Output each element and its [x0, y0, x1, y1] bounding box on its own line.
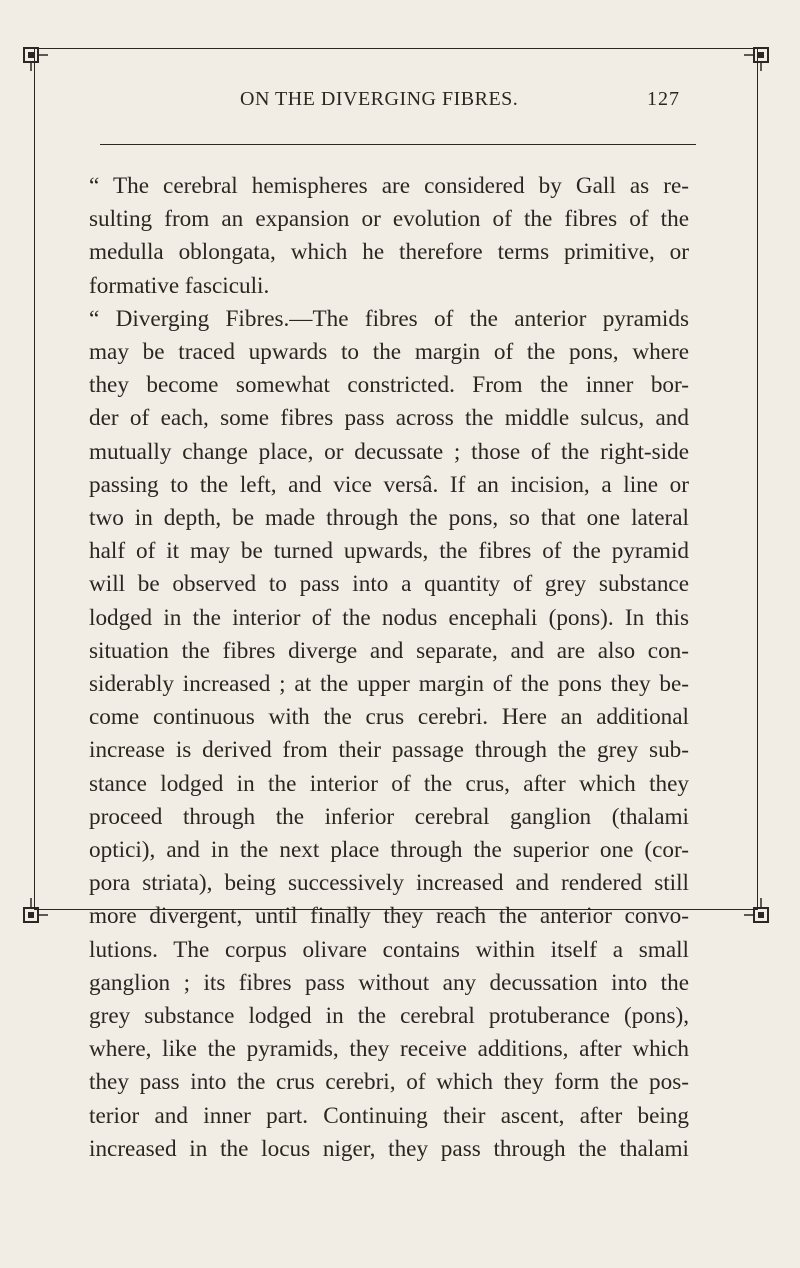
running-title: ON THE DIVERGING FIBRES.: [240, 88, 519, 110]
header-rule: [100, 144, 696, 145]
text-line: will be observed to pass into a quantity of grey substance: [89, 571, 689, 598]
text-line: medulla oblongata, which he therefore terms primitive, or: [89, 239, 689, 266]
corner-ornament-icon: [744, 44, 772, 72]
text-line: terior and inner part. Continuing their ascent, after being: [89, 1102, 689, 1129]
text-line: “ Diverging Fibres.—The fibres of the anterior pyramids: [89, 305, 689, 332]
text-line: where, like the pyramids, they receive additions, after which: [89, 1036, 689, 1063]
text-line: formative fasciculi.: [89, 272, 270, 299]
text-line: mutually change place, or decussate ; those of the right-side: [89, 438, 689, 465]
text-line: siderably increased ; at the upper margin of the pons they be-: [89, 671, 689, 698]
text-line: situation the fibres diverge and separate, and are also con-: [89, 637, 689, 664]
text-line: grey substance lodged in the cerebral protuberance (pons),: [89, 1003, 689, 1030]
text-line: increased in the locus niger, they pass through the thalami: [89, 1135, 689, 1162]
text-line: they pass into the crus cerebri, of which they form the pos-: [89, 1069, 689, 1096]
text-line: der of each, some fibres pass across the middle sulcus, and: [89, 405, 689, 432]
text-line: pora striata), being successively increased and rendered still: [89, 870, 689, 897]
page-number: 127: [647, 88, 680, 110]
corner-ornament-icon: [20, 44, 48, 72]
corner-ornament-icon: [744, 898, 772, 926]
body-text: [89, 170, 689, 1166]
text-line: passing to the left, and vice versâ. If an incision, a line or: [89, 471, 689, 498]
text-line: lutions. The corpus olivare contains within itself a small: [89, 936, 689, 963]
text-line: increase is derived from their passage through the grey sub-: [89, 737, 689, 764]
text-line: ganglion ; its fibres pass without any decussation into the: [89, 969, 689, 996]
text-line: they become somewhat constricted. From the inner bor-: [89, 372, 689, 399]
text-line: stance lodged in the interior of the crus, after which they: [89, 770, 689, 797]
text-line: “ The cerebral hemispheres are considered by Gall as re-: [89, 173, 689, 199]
text-line: proceed through the inferior cerebral ganglion (thalami: [89, 803, 689, 830]
text-line: may be traced upwards to the margin of the pons, where: [89, 339, 689, 366]
text-line: half of it may be turned upwards, the fibres of the pyramid: [89, 538, 689, 565]
text-line: come continuous with the crus cerebri. Here an additional: [89, 704, 689, 731]
corner-ornament-icon: [20, 898, 48, 926]
text-line: optici), and in the next place through the superior one (cor-: [89, 837, 689, 864]
text-line: two in depth, be made through the pons, so that one lateral: [89, 505, 689, 532]
text-line: sulting from an expansion or evolution of the fibres of the: [89, 206, 689, 233]
text-line: lodged in the interior of the nodus encephali (pons). In this: [89, 604, 689, 631]
text-line: more divergent, until finally they reach the anterior convo-: [89, 903, 689, 930]
